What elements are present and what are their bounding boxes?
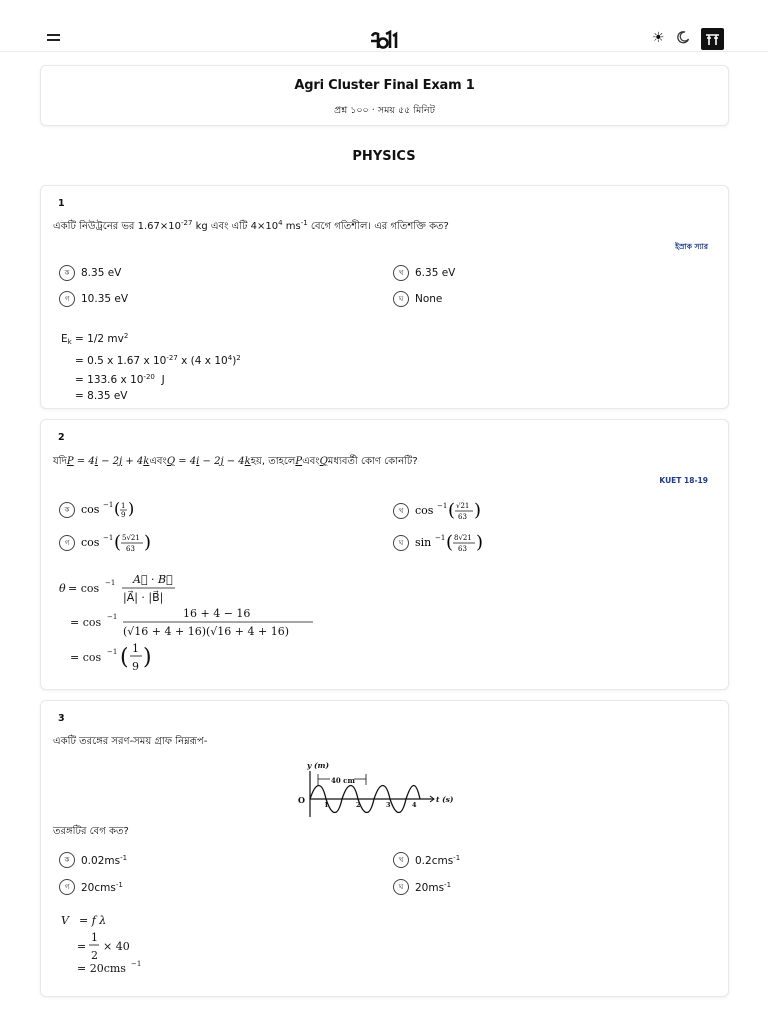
option-math <box>415 531 505 555</box>
svg-text:=: = <box>77 940 87 953</box>
exam-meta: প্রশ্ন ১০০ · সময় ৫৫ মিনিট <box>334 105 435 116</box>
option-text: 10.35 eV <box>81 293 129 305</box>
svg-text:(: ( <box>120 645 129 670</box>
svg-text:): ) <box>476 532 484 553</box>
svg-text:1: 1 <box>121 502 126 510</box>
option-letter: ক <box>59 265 75 281</box>
section-title: PHYSICS <box>352 149 416 164</box>
option-letter: গ <box>59 879 75 895</box>
question-text-part: যদি <box>53 456 67 467</box>
svg-text:(: ( <box>446 532 454 553</box>
hamburger-icon[interactable] <box>44 32 64 44</box>
svg-text:= f λ: = f λ <box>79 914 107 927</box>
svg-text:× 40: × 40 <box>103 940 130 953</box>
option-math <box>415 499 495 523</box>
question-number: 2 <box>58 432 65 443</box>
option-d[interactable] <box>393 879 451 895</box>
svg-text:9: 9 <box>132 660 139 673</box>
question-text-part: হয়, তাহলে <box>250 456 296 467</box>
question-text: একটি নিউট্রনের ভর $1.67\times 10^{-27}$ kg এবং এটি $4\times 10^4$ $ms^{-1}$ বেগে গতিশীল। এর গতিশক্তি কত? <box>53 219 449 232</box>
option-d[interactable] <box>393 531 505 555</box>
svg-text:= cos: = cos <box>70 651 102 664</box>
option-letter: ক <box>59 502 75 518</box>
svg-text:9: 9 <box>121 511 126 519</box>
svg-text:): ) <box>474 500 482 521</box>
svg-text:): ) <box>128 499 135 518</box>
top-bar <box>0 0 768 52</box>
svg-text:cos: cos <box>81 503 100 516</box>
option-b[interactable] <box>393 499 495 523</box>
svg-text:(: ( <box>114 499 121 518</box>
svg-text:1: 1 <box>91 931 98 944</box>
option-math <box>81 499 141 521</box>
svg-text:= cos: = cos <box>68 582 100 595</box>
question-text-part: এবং <box>302 456 320 467</box>
option-c[interactable] <box>59 879 123 895</box>
question-source-tag: ইস্রাক স্যার <box>675 242 708 251</box>
graph-origin-label: O <box>298 795 305 805</box>
option-letter: গ <box>59 291 75 307</box>
svg-text:5√21: 5√21 <box>122 534 140 542</box>
option-letter: গ <box>59 535 75 551</box>
option-a[interactable] <box>59 852 127 868</box>
option-letter: খ <box>393 503 409 519</box>
option-d[interactable] <box>393 291 442 307</box>
graph-tick: 2 <box>356 801 361 809</box>
question-card-3 <box>40 700 729 997</box>
svg-text:−1: −1 <box>437 502 448 510</box>
svg-text:cos: cos <box>81 536 100 549</box>
svg-text:−1: −1 <box>435 534 446 542</box>
option-a[interactable] <box>59 499 141 521</box>
wave-graph <box>296 759 466 823</box>
svg-text:63: 63 <box>458 513 467 521</box>
svg-text:−1: −1 <box>107 613 118 621</box>
question-card-1 <box>40 185 729 409</box>
question-number: 3 <box>58 713 65 724</box>
svg-text:2: 2 <box>91 949 98 962</box>
svg-text:16 + 4 − 16: 16 + 4 − 16 <box>183 607 251 620</box>
graph-span-label: 40 cm <box>331 776 355 785</box>
question-text: তরঙ্গটির বেগ কত? <box>53 826 129 837</box>
svg-text:|A⃗| · |B⃗|: |A⃗| · |B⃗| <box>123 591 164 604</box>
graph-x-label: t (s) <box>436 795 454 804</box>
question-text: যদিP = 4i − 2j + 4kএবংQ = 4i − 2j − 4kহয়, তাহলেPএবংQমধ্যবর্তী কোণ কোনটি? <box>53 456 418 467</box>
svg-text:√21: √21 <box>456 502 470 510</box>
question-source-tag: KUET 18-19 <box>659 476 708 485</box>
svg-text:−1: −1 <box>131 960 142 968</box>
option-text: 8.35 eV <box>81 267 122 279</box>
exam-header-card <box>40 65 729 126</box>
exam-title: Agri Cluster Final Exam 1 <box>294 78 475 93</box>
option-letter: ঘ <box>393 879 409 895</box>
graph-tick: 3 <box>386 801 391 809</box>
option-b[interactable] <box>393 852 460 868</box>
svg-text:63: 63 <box>458 545 467 553</box>
option-text: $0.02ms^{-1}$ <box>81 853 128 867</box>
svg-text:cos: cos <box>415 504 434 517</box>
graph-tick: 1 <box>324 801 329 809</box>
solution <box>59 912 199 978</box>
svg-text:): ) <box>143 645 152 670</box>
svg-text:sin: sin <box>415 536 432 549</box>
option-b[interactable] <box>393 265 455 281</box>
option-letter: ক <box>59 852 75 868</box>
brand-logo[interactable] <box>370 28 398 50</box>
graph-tick: 4 <box>412 801 417 809</box>
svg-text:−1: −1 <box>103 501 114 509</box>
option-letter: ঘ <box>393 291 409 307</box>
question-text-part: এবং <box>149 456 167 467</box>
option-text: $20ms^{-1}$ <box>415 880 452 894</box>
option-letter: ঘ <box>393 535 409 551</box>
option-a[interactable] <box>59 265 121 281</box>
option-c[interactable] <box>59 531 171 555</box>
graph-y-label: y (m) <box>307 761 330 770</box>
moon-icon[interactable] <box>676 30 690 44</box>
svg-text:−1: −1 <box>103 534 114 542</box>
svg-text:8√21: 8√21 <box>454 534 472 542</box>
question-text-part: মধ্যবর্তী কোণ কোনটি? <box>327 456 418 467</box>
solution: $E_k = 1/2$ $mv^2$ = 0.5 x 1.67 x $10^{-27}$ x (4 x $10^4)^2$ = 133.6 x $10^{-20}$ J = 8.35 eV <box>61 332 241 402</box>
svg-text:(√16 + 4 + 16)(√16 + 4 + 16): (√16 + 4 + 16)(√16 + 4 + 16) <box>123 625 290 638</box>
option-text: 6.35 eV <box>415 267 456 279</box>
option-text: 20cms$^{-1}$ <box>81 880 123 894</box>
option-letter: খ <box>393 265 409 281</box>
question-card-2 <box>40 419 729 690</box>
app-icon[interactable] <box>701 28 724 50</box>
sun-icon[interactable]: ☀ <box>652 30 665 46</box>
option-letter: খ <box>393 852 409 868</box>
svg-text:63: 63 <box>126 545 135 553</box>
option-math <box>81 531 171 555</box>
question-number: 1 <box>58 198 65 209</box>
svg-text:= cos: = cos <box>70 616 102 629</box>
svg-text:A⃗ · B⃗: A⃗ · B⃗ <box>133 573 173 586</box>
solution <box>59 570 339 675</box>
option-c[interactable] <box>59 291 128 307</box>
svg-text:V: V <box>61 914 69 927</box>
question-text: একটি তরঙ্গের সরণ-সময় গ্রাফ নিম্নরূপ- <box>53 736 208 747</box>
option-text: 0.2cms$^{-1}$ <box>415 853 461 867</box>
svg-text:θ: θ <box>59 582 66 595</box>
svg-text:−1: −1 <box>105 579 116 587</box>
svg-text:−1: −1 <box>107 648 118 656</box>
svg-text:(: ( <box>448 500 456 521</box>
option-text: None <box>415 293 443 305</box>
svg-text:(: ( <box>114 532 122 553</box>
svg-text:= 20cms: = 20cms <box>77 962 126 975</box>
svg-text:): ) <box>144 532 152 553</box>
svg-text:1: 1 <box>132 642 139 655</box>
